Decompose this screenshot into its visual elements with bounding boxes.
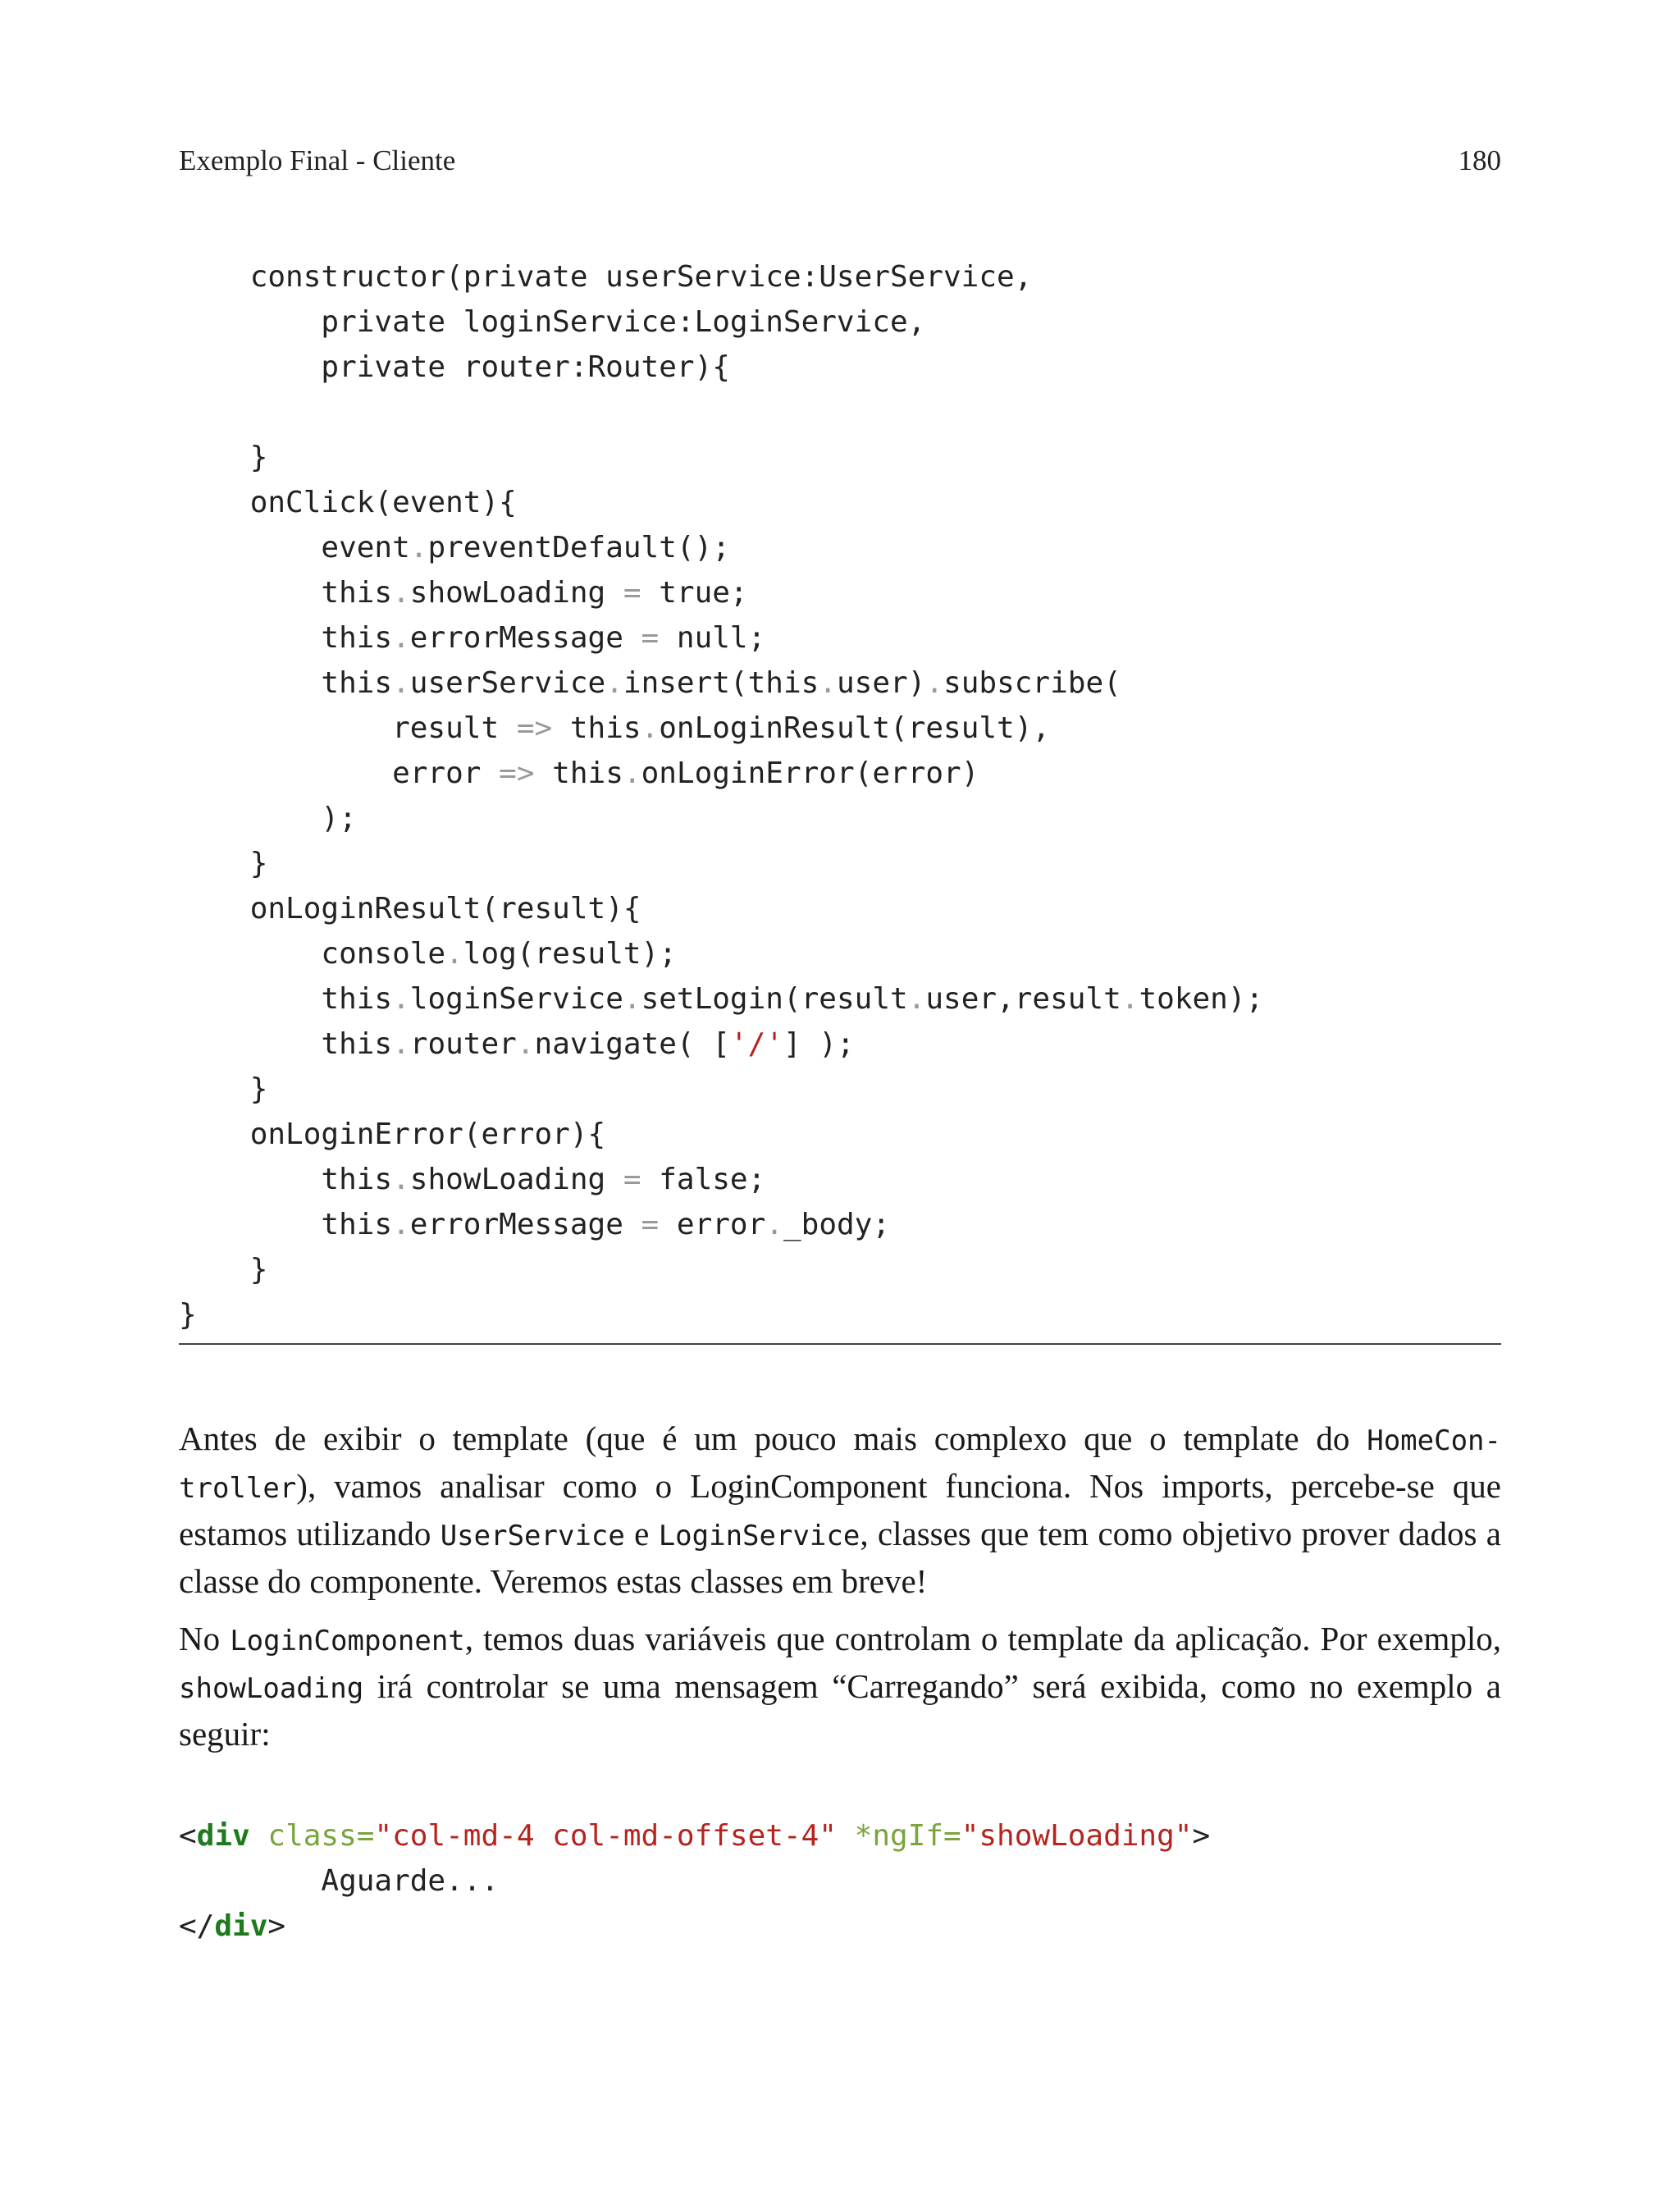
code-operator: . (392, 1027, 410, 1061)
paragraph-text: No (179, 1620, 231, 1657)
code-punctuation: </ (179, 1909, 215, 1943)
code-block-template (179, 1813, 1501, 1949)
code-operator: = (641, 1208, 660, 1241)
code-operator: . (445, 937, 463, 971)
code-line: onClick(event){ (179, 486, 517, 519)
inline-code: LoginService (658, 1520, 861, 1552)
code-token: this (179, 1208, 393, 1241)
code-operator: . (392, 1163, 410, 1196)
code-line (179, 1904, 1501, 1949)
code-token: setLogin(result (641, 982, 908, 1016)
code-token: false; (641, 1163, 766, 1196)
code-token: navigate( [ (534, 1027, 730, 1061)
code-string: "showLoading" (961, 1819, 1193, 1853)
code-operator: . (641, 711, 660, 745)
paragraph-text: ), vamos analisar como o LoginComponent funciona. Nos imports, percebe-se que estamos utilizando (179, 1467, 1501, 1552)
code-token: userService (409, 666, 606, 700)
code-line (179, 525, 1501, 570)
code-token: this (552, 711, 641, 745)
code-token: this (179, 982, 393, 1016)
code-block-login-component (179, 254, 1501, 1337)
page-header (179, 144, 1501, 185)
code-token: token); (1139, 982, 1264, 1016)
code-line (179, 751, 1501, 796)
code-token: onLoginError(error) (641, 757, 979, 790)
code-token: this (179, 621, 393, 655)
code-token: this (179, 1163, 393, 1196)
code-line (179, 1022, 1501, 1067)
running-title: Exemplo Final - Cliente (179, 144, 456, 176)
code-token: onLoginResult(result), (659, 711, 1051, 745)
code-tag: div (214, 1909, 268, 1943)
code-token: router (409, 1027, 517, 1061)
code-line: } (179, 1072, 268, 1106)
code-string: '/' (729, 1027, 783, 1061)
code-line: constructor(private userService:UserService, (179, 260, 1033, 294)
code-line: private loginService:LoginService, (179, 305, 926, 339)
code-token: insert(this (623, 666, 819, 700)
code-line: ); (179, 802, 357, 835)
code-token: error (179, 757, 500, 790)
code-token: user) (837, 666, 926, 700)
code-token: log(result); (463, 937, 677, 971)
code-operator: . (819, 666, 837, 700)
code-token: event (179, 531, 410, 565)
code-line (179, 390, 1501, 435)
page-number: 180 (1458, 144, 1501, 176)
code-operator: = (623, 1163, 641, 1196)
inline-code: UserService (440, 1520, 625, 1552)
code-operator: . (409, 531, 428, 565)
code-line: Aguarde... (179, 1864, 500, 1898)
code-token: true; (641, 576, 748, 610)
code-operator: . (623, 757, 641, 790)
code-line (179, 615, 1501, 661)
code-operator: => (499, 757, 535, 790)
code-token: this (179, 1027, 393, 1061)
code-token: loginService (409, 982, 623, 1016)
code-token: _body; (783, 1208, 891, 1241)
code-token: error (659, 1208, 766, 1241)
code-line: onLoginError(error){ (179, 1118, 606, 1151)
paragraph-text: Antes de exibir o template (que é um pouco mais complexo que o template do (179, 1419, 1367, 1457)
code-operator: . (605, 666, 623, 700)
code-operator: . (392, 666, 410, 700)
code-operator: = (641, 621, 660, 655)
code-operator: . (392, 621, 410, 655)
code-punctuation: < (179, 1819, 197, 1853)
body-paragraph-1 (179, 1416, 1501, 1604)
code-token: this (179, 576, 393, 610)
paragraph-text: irá controlar se uma mensagem “Carregando” será exibida, como no exemplo a seguir: (179, 1667, 1501, 1753)
code-line (179, 570, 1501, 615)
code-token: errorMessage (409, 621, 641, 655)
code-token: subscribe( (943, 666, 1121, 700)
paragraph-text: , classes que tem como objetivo prover dados a classe do componente. Veremos estas classes em breve! (179, 1515, 1501, 1600)
code-punctuation: > (1192, 1819, 1211, 1853)
code-operator: => (516, 711, 553, 745)
code-operator: . (516, 1027, 535, 1061)
code-operator: . (765, 1208, 783, 1241)
code-line (179, 661, 1501, 706)
code-attribute: *ngIf= (836, 1819, 961, 1853)
code-operator: . (392, 982, 410, 1016)
inline-code: LoginComponent (230, 1625, 465, 1657)
code-line: } (179, 1253, 268, 1287)
code-line: } (179, 441, 268, 474)
code-token: showLoading (409, 1163, 623, 1196)
code-tag: div (196, 1819, 250, 1853)
code-operator: . (1121, 982, 1139, 1016)
code-operator: . (907, 982, 926, 1016)
code-line: onLoginResult(result){ (179, 892, 641, 926)
code-token: result (179, 711, 517, 745)
code-line (179, 1157, 1501, 1202)
code-line (179, 976, 1501, 1022)
code-attribute: class= (249, 1819, 375, 1853)
code-token: showLoading (409, 576, 623, 610)
code-operator: = (623, 576, 641, 610)
code-line: } (179, 1298, 197, 1332)
inline-code: showLoading (179, 1672, 364, 1705)
code-token: this (534, 757, 623, 790)
code-token: user,result (925, 982, 1121, 1016)
code-token: this (179, 666, 393, 700)
code-line (179, 706, 1501, 751)
code-line (179, 931, 1501, 976)
body-paragraph-2 (179, 1616, 1501, 1757)
code-token: null; (659, 621, 766, 655)
code-token: ] ); (783, 1027, 855, 1061)
paragraph-text: e (624, 1515, 659, 1552)
code-token: errorMessage (409, 1208, 641, 1241)
code-token: console (179, 937, 446, 971)
code-string: "col-md-4 col-md-offset-4" (374, 1819, 837, 1853)
inline-code: HomeCon-troller (179, 1424, 1501, 1505)
code-block-divider (179, 1343, 1501, 1345)
code-line (179, 1202, 1501, 1247)
code-line (179, 1813, 1501, 1858)
code-operator: . (392, 1208, 410, 1241)
code-line: private router:Router){ (179, 350, 730, 384)
code-line: } (179, 847, 268, 880)
code-operator: . (392, 576, 410, 610)
code-token: preventDefault(); (427, 531, 730, 565)
code-operator: . (623, 982, 641, 1016)
code-punctuation: > (267, 1909, 286, 1943)
code-operator: . (925, 666, 944, 700)
paragraph-text: , temos duas variáveis que controlam o template da aplicação. Por exemplo, (464, 1620, 1501, 1657)
